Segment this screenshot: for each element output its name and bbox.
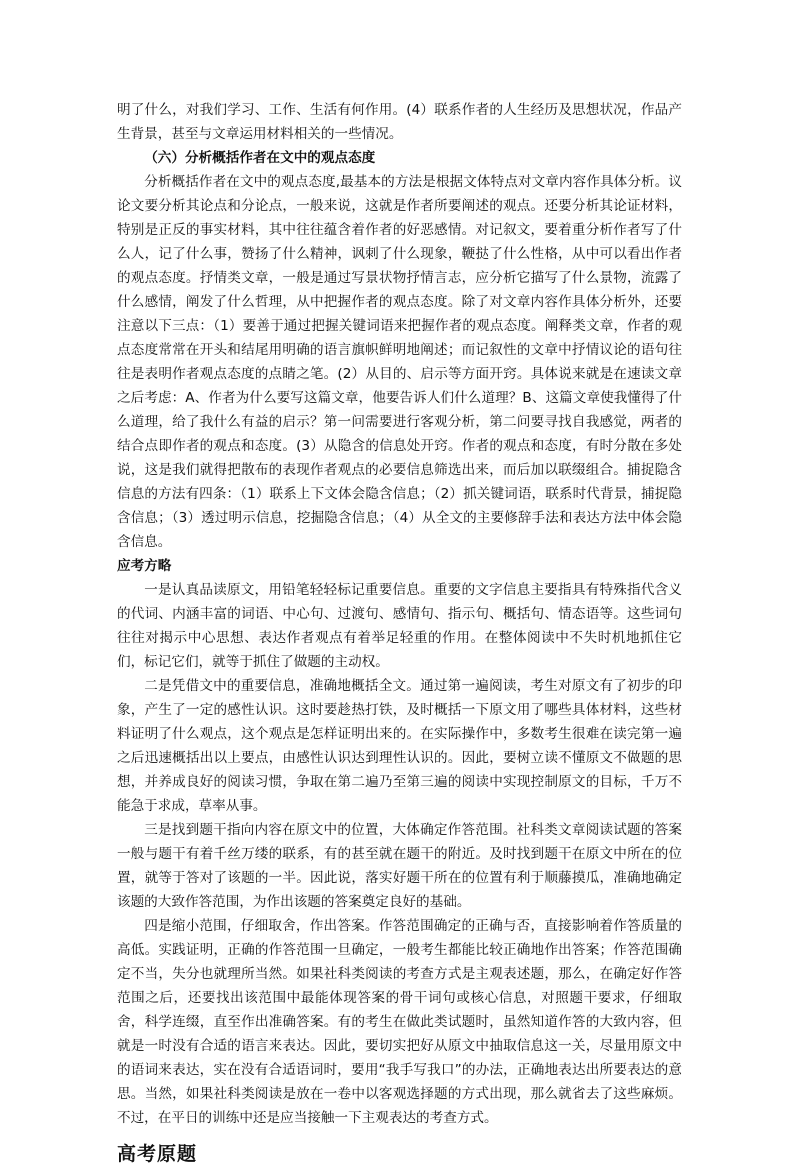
paragraph-strategy-3: 三是找到题干指向内容在原文中的位置，大体确定作答范围。社科类文章阅读试题的答案一般与题干有着千丝万缕的联系，有的甚至就在题干的附近。及时找到题干在原文中所在的位置，就等于答对了该题的一半。因此说，落实好题干所在的位置有利于顺藤摸瓜，准确地确定该题的大致作答范围，为作出该题的答案奠定良好的基础。 [117, 822, 682, 910]
section-6-heading: （六）分析概括作者在文中的观点态度 [144, 150, 376, 166]
paragraph-strategy-1: 一是认真品读原文，用铅笔轻轻标记重要信息。重要的文字信息主要指具有特殊指代含义的代词、内涵丰富的词语、中心句、过渡句、感情句、指示句、概括句、情态语等。这些词句往往对揭示中心思想、表达作者观点有着举足轻重的作用。在整体阅读中不失时机地抓住它们，标记它们，就等于抓住了做题的主动权。 [117, 582, 682, 670]
paragraph-continuation: 明了什么，对我们学习、工作、生活有何作用。(4）联系作者的人生经历及思想状况，作品产生背景，甚至与文章运用材料相关的一些情况。 [117, 102, 682, 142]
paragraph-viewpoint-analysis: 分析概括作者在文中的观点态度,最基本的方法是根据文体特点对文章内容作具体分析。议论文要分析其论点和分论点，一般来说，这就是作者所要阐述的观点。还要分析其论证材料，特别是正反的事实材料，其中往往蕴含着作者的好恶感情。对记叙文，要着重分析作者写了什么人，记了什么事，赞扬了什么精神，讽刺了什么现象，鞭挞了什么性格，从中可以看出作者的观点态度。抒情类文章，一般是通过写景状物抒情言志，应分析它描写了什么景物，流露了什么感情，阐发了什么哲理，从中把握作者的观点态度。除了对文章内容作具体分析外，还要注意以下三点：（1）要善于通过把握关键词语来把握作者的观点态度。阐释类文章，作者的观点态度常常在开头和结尾用明确的语言旗帜鲜明地阐述；而记叙性的文章中抒情议论的语句往往是表明作者观点态度的点睛之笔。(2）从目的、启示等方面开窍。具体说来就是在速读文章之后考虑：A、作者为什么要写这篇文章，他要告诉人们什么道理？B、这篇文章使我懂得了什么道理，给了我什么有益的启示？第一问需要进行客观分析，第二问要寻找自我感觉，两者的结合点即作者的观点和态度。(3）从隐含的信息处开窍。作者的观点和态度，有时分散在多处说，这是我们就得把散布的表现作者观点的必要信息筛选出来，而后加以联缀组合。捕捉隐含信息的方法有四条：（1）联系上下文体会隐含信息；（2）抓关键词语，联系时代背景，捕捉隐含信息；（3）透过明示信息，挖掘隐含信息；（4）从全文的主要修辞手法和表达方法中体会隐含信息。 [117, 174, 682, 550]
strategy-heading: 应考方略 [117, 558, 172, 574]
document-page [117, 98, 682, 1170]
exam-questions-heading: 高考原题 [117, 1143, 198, 1165]
paragraph-strategy-2: 二是凭借文中的重要信息，准确地概括全文。通过第一遍阅读，考生对原文有了初步的印象，产生了一定的感性认识。这时要趁热打铁，及时概括一下原文用了哪些具体材料，这些材料证明了什么观点，这个观点是怎样证明出来的。在实际操作中，多数考生很难在读完第一遍之后迅速概括出以上要点，由感性认识达到理性认识的。因此，要树立读不懂原文不做题的思想，并养成良好的阅读习惯，争取在第二遍乃至第三遍的阅读中实现控制原文的目标，千万不能急于求成，草率从事。 [117, 678, 682, 814]
paragraph-strategy-4: 四是缩小范围，仔细取舍，作出答案。作答范围确定的正确与否，直接影响着作答质量的高低。实践证明，正确的作答范围一旦确定，一般考生都能比较正确地作出答案；作答范围确定不当，失分也就理所当然。如果社科类阅读的考查方式是主观表述题，那么，在确定好作答范围之后，还要找出该范围中最能体现答案的骨干词句或核心信息，对照题干要求，仔细取舍，科学连缀，直至作出准确答案。有的考生在做此类试题时，虽然知道作答的大致内容，但就是一时没有合适的语言来表达。因此，要切实把好从原文中抽取信息这一关，尽量用原文中的语词来表达，实在没有合适语词时，要用“我手写我口”的办法，正确地表达出所要表达的意思。当然，如果社科类阅读是放在一卷中以客观选择题的方式出现，那么就省去了这些麻烦。不过，在平日的训练中还是应当接触一下主观表达的考查方式。 [117, 918, 682, 1126]
